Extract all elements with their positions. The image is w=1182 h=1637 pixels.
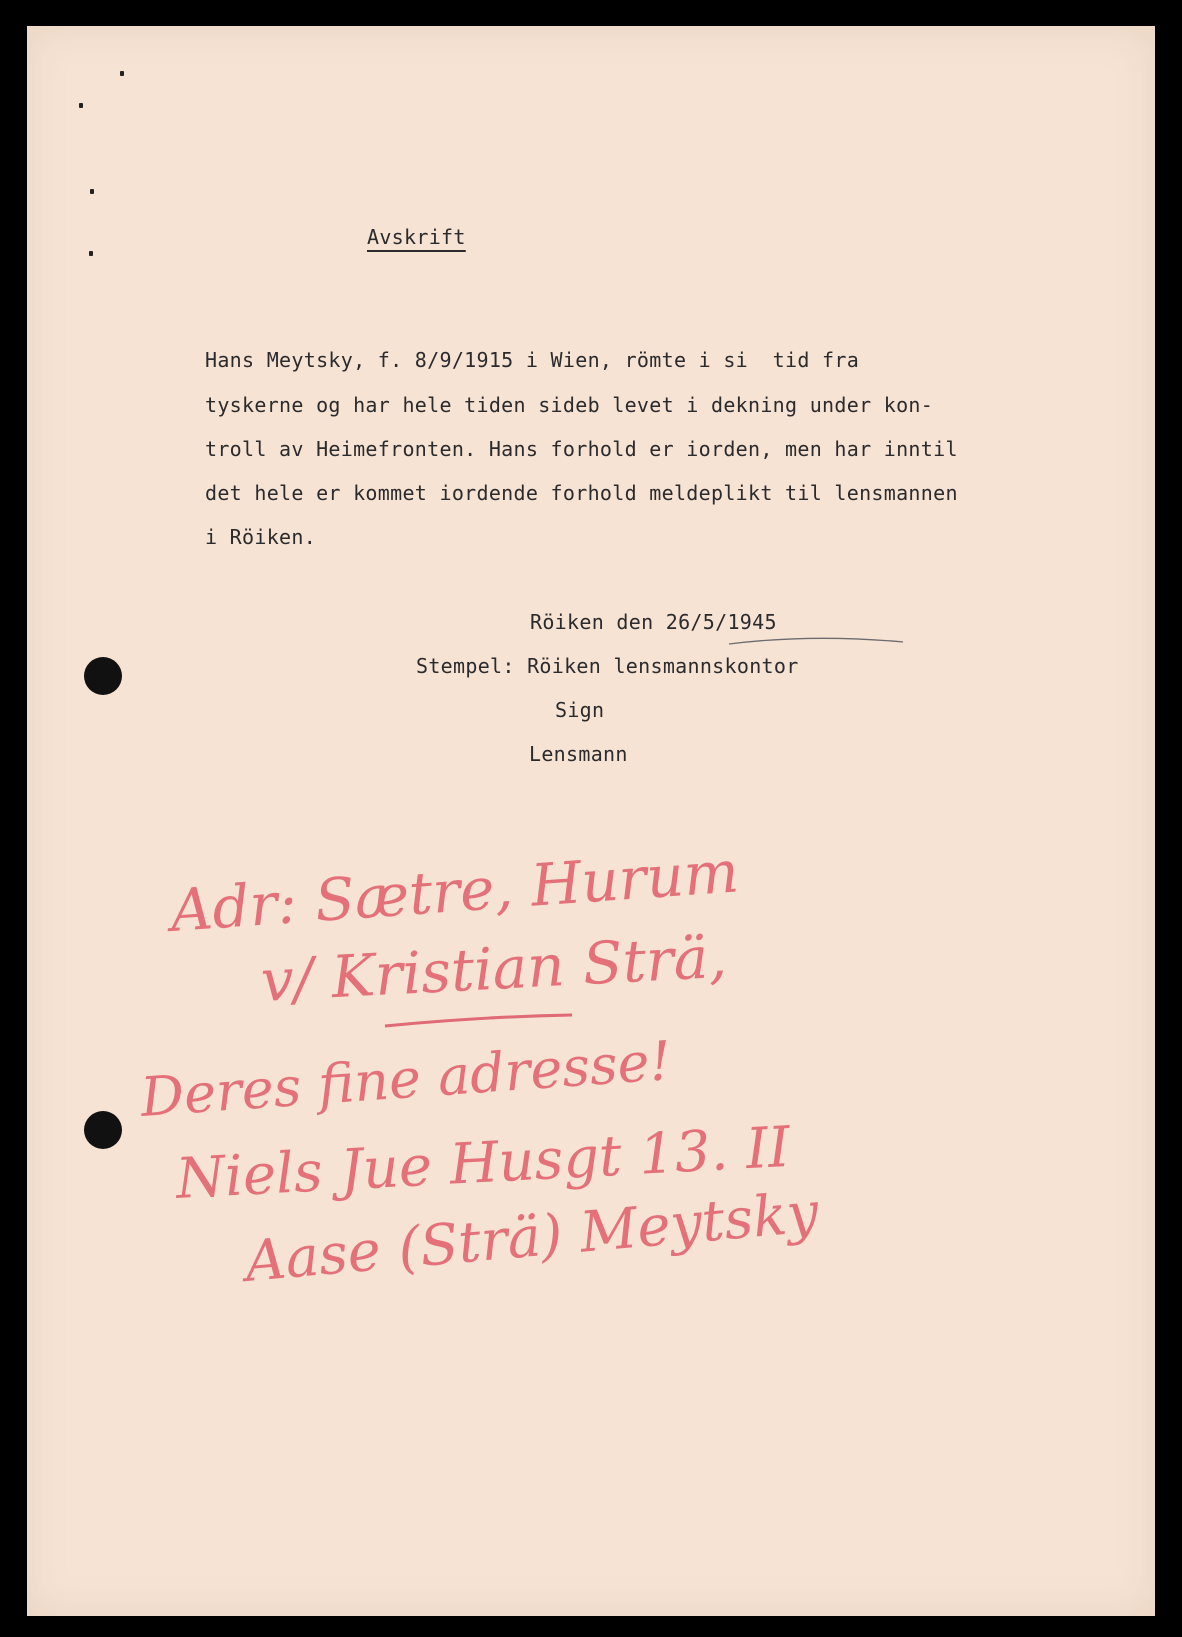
document-page xyxy=(27,26,1155,1616)
handwritten-note-line: Deres fine adresse! xyxy=(138,1029,674,1129)
handwritten-address-line: v/ Kristian Strä, xyxy=(259,922,729,1015)
body-line: troll av Heimefronten. Hans forhold er iorden, men har inntil xyxy=(205,437,958,461)
stamp-line: Stempel: Röiken lensmannskontor xyxy=(416,654,799,678)
handwritten-divider xyxy=(385,1015,572,1026)
role-label: Lensmann xyxy=(529,742,628,766)
handwritten-annotations xyxy=(27,26,1155,1616)
handwritten-note-line: Aase (Strä) Meytsky xyxy=(242,1180,822,1295)
body-line: i Röiken. xyxy=(205,525,317,549)
body-line: Hans Meytsky, f. 8/9/1915 i Wien, römte i si tid fra xyxy=(205,348,860,372)
body-line: tyskerne og har hele tiden sideb levet i dekning under kon- xyxy=(205,393,934,417)
handwritten-address-line: Adr: Sætre, Hurum xyxy=(168,837,741,945)
body-line: det hele er kommet iordende forhold meldeplikt til lensmannen xyxy=(205,481,958,505)
place-date: Röiken den 26/5/1945 xyxy=(530,610,777,634)
handwritten-note-line: Niels Jue Husgt 13. II xyxy=(174,1114,792,1212)
document-title: Avskrift xyxy=(367,225,466,249)
sign-label: Sign xyxy=(555,698,605,722)
